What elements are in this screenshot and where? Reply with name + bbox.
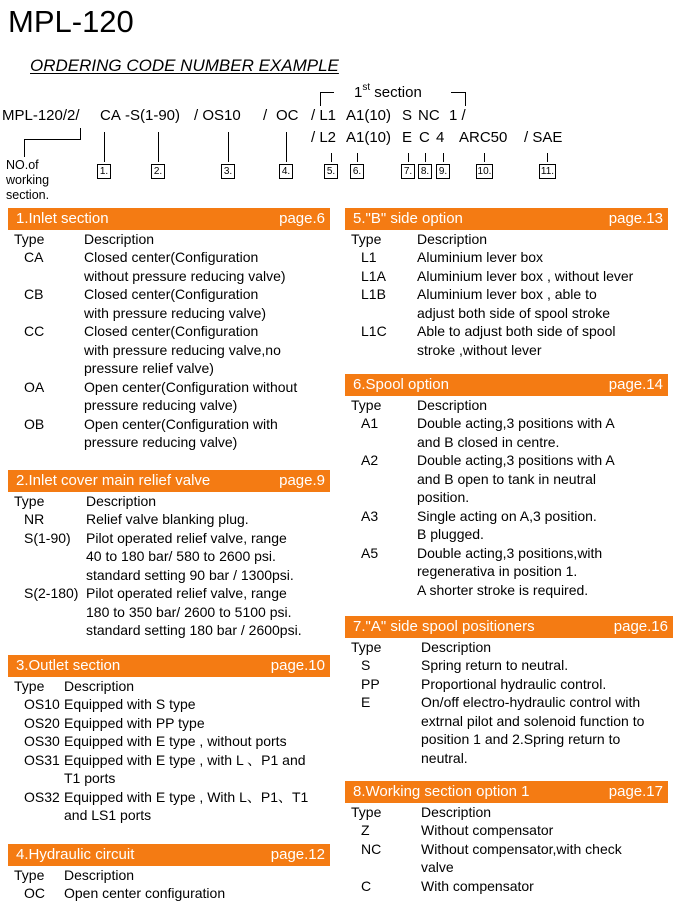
option-description-line: neutral.: [421, 749, 468, 766]
section-2: [8, 470, 330, 640]
option-row: [14, 378, 330, 415]
option-description-line: Double acting,3 positions with A: [417, 452, 615, 468]
page-subtitle: ORDERING CODE NUMBER EXAMPLE: [30, 56, 339, 75]
code-part: CA: [100, 107, 121, 124]
type-column-header: Type: [351, 231, 382, 247]
option-row: [351, 267, 668, 286]
section-5: [345, 208, 668, 359]
option-type-code: OA: [24, 378, 45, 395]
option-type-code: L1A: [361, 267, 386, 284]
option-type-code: OC: [24, 885, 45, 901]
section-header: [8, 470, 330, 492]
option-row: [351, 675, 673, 694]
option-description-line: position 1 and 2.Spring return to: [421, 731, 621, 747]
option-type-code: OS30: [24, 733, 60, 749]
callout-10: 10.: [477, 166, 492, 177]
option-row: [14, 285, 330, 322]
section-page-ref: page.6: [279, 210, 325, 227]
option-description-line: With compensator: [421, 877, 534, 894]
code-part: 1 /: [449, 107, 466, 124]
option-description-line: Equipped with E type , without ports: [64, 733, 287, 749]
type-column-header: Type: [14, 231, 45, 247]
section-page-ref: page.14: [608, 376, 663, 393]
option-description-line: position.: [417, 489, 470, 505]
section-header: [345, 616, 673, 638]
option-description-line: Closed center(Configuration: [84, 323, 259, 339]
option-type-code: Z: [361, 822, 370, 838]
option-description-line: On/off electro-hydraulic control with: [421, 694, 641, 710]
option-description-line: Double acting,3 positions,with: [417, 544, 603, 561]
option-description-line: pressure reducing valve): [84, 397, 238, 413]
description-column-header: Description: [417, 397, 488, 413]
callout-4: 4.: [279, 164, 293, 179]
option-row: [351, 821, 668, 840]
section-title: 5."B" side option: [353, 210, 463, 227]
callout-2: 2.: [151, 164, 165, 179]
option-row: [14, 584, 330, 640]
option-description-line: Closed center(Configuration: [84, 286, 259, 302]
type-column-header: Type: [14, 867, 45, 883]
code-part: NC: [418, 107, 440, 124]
option-description-line: Double acting,3 positions with A: [417, 415, 615, 431]
type-column-header: Type: [351, 804, 382, 820]
option-description-line: without pressure reducing valve): [84, 267, 286, 284]
option-type-code: OS31: [24, 751, 60, 768]
option-description-line: standard setting 90 bar / 1300psi.: [86, 566, 294, 583]
option-description-line: Aluminium lever box , able to: [417, 286, 597, 302]
callout-6: 6.: [350, 164, 364, 179]
section-title: 7."A" side spool positioners: [353, 618, 535, 635]
section-title: 4.Hydraulic circuit: [16, 846, 135, 863]
type-column-header: Type: [351, 639, 382, 655]
option-description-line: Without compensator: [421, 822, 554, 838]
option-row: [351, 656, 673, 675]
option-description-line: valve: [421, 859, 454, 875]
option-type-code: OS32: [24, 788, 60, 805]
option-row: [351, 507, 668, 544]
option-row: [14, 714, 330, 733]
option-description-line: B plugged.: [417, 526, 484, 542]
option-type-code: OS20: [24, 714, 60, 731]
description-column-header: Description: [421, 804, 492, 820]
option-description-line: standard setting 180 bar / 2600psi.: [86, 622, 302, 638]
section-title: 2.Inlet cover main relief valve: [16, 472, 211, 489]
description-column-header: Description: [84, 231, 155, 247]
option-type-code: S(1-90): [24, 529, 71, 546]
option-description-line: adjust both side of spool stroke: [417, 304, 611, 321]
callout-9: 9.: [436, 164, 450, 179]
code-part: MPL-120/2/: [2, 107, 80, 124]
code-part: A1(10): [346, 107, 392, 124]
section-header: [345, 374, 668, 396]
option-description-line: Spring return to neutral.: [421, 657, 569, 673]
option-type-code: A2: [361, 452, 379, 468]
option-row: [14, 529, 330, 585]
option-description-line: stroke ,without lever: [417, 341, 542, 358]
option-type-code: E: [361, 694, 371, 710]
option-description-line: pressure relief valve): [84, 360, 214, 376]
code-part: C: [419, 129, 430, 146]
option-row: [351, 414, 668, 451]
code-part: / L1: [311, 107, 337, 124]
option-row: [14, 510, 330, 529]
option-row: [14, 415, 330, 452]
option-description-line: extrnal pilot and solenoid function to: [421, 712, 645, 729]
option-description-line: A shorter stroke is required.: [417, 581, 589, 598]
option-row: [14, 695, 330, 714]
option-description-line: Single acting on A,3 position.: [417, 507, 597, 524]
section-3: [8, 655, 330, 825]
option-description-line: Relief valve blanking plug.: [86, 511, 249, 527]
section-4: [8, 844, 330, 903]
option-description-line: 180 to 350 bar/ 2600 to 5100 psi.: [86, 603, 292, 620]
description-column-header: Description: [421, 639, 492, 655]
code-part: / SAE: [524, 129, 563, 146]
section-page-ref: page.9: [279, 472, 325, 489]
option-description-line: 40 to 180 bar/ 580 to 2600 psi.: [86, 548, 276, 564]
option-description-line: T1 ports: [64, 770, 116, 786]
option-description-line: and B open to tank in neutral: [417, 470, 597, 487]
section-header: [345, 781, 668, 803]
code-part: A1(10): [346, 129, 392, 146]
option-type-code: PP: [361, 675, 380, 692]
option-row: [14, 751, 330, 788]
section-page-ref: page.16: [613, 618, 668, 635]
first-section-label: 1st section: [354, 82, 422, 101]
option-row: [351, 322, 668, 359]
option-type-code: CC: [24, 323, 45, 339]
section-header: [8, 844, 330, 866]
option-type-code: S: [361, 657, 371, 673]
option-description-line: Closed center(Configuration: [84, 249, 259, 265]
option-type-code: L1B: [361, 286, 386, 302]
option-description-line: Able to adjust both side of spool: [417, 323, 616, 339]
code-part: E: [402, 129, 413, 146]
option-row: [14, 248, 330, 285]
option-description-line: pressure reducing valve): [84, 434, 238, 450]
option-description-line: Pilot operated relief valve, range: [86, 529, 287, 546]
option-type-code: OB: [24, 415, 45, 432]
option-description-line: Open center configuration: [64, 885, 226, 901]
option-description-line: with pressure reducing valve): [84, 304, 267, 321]
option-type-code: CA: [24, 249, 44, 265]
option-row: [351, 285, 668, 322]
option-description-line: and LS1 ports: [64, 807, 152, 823]
code-part: / OS10: [194, 107, 241, 124]
option-type-code: CB: [24, 286, 44, 302]
section-page-ref: page.10: [270, 657, 325, 674]
option-row: [14, 884, 330, 903]
option-description-line: Equipped with PP type: [64, 714, 205, 731]
option-type-code: C: [361, 877, 372, 894]
callout-3: 3.: [221, 164, 235, 179]
option-description-line: and B closed in centre.: [417, 433, 560, 450]
section-title: 8.Working section option 1: [353, 783, 530, 800]
option-description-line: Proportional hydraulic control.: [421, 675, 607, 692]
option-description-line: with pressure reducing valve,no: [84, 341, 281, 358]
option-description-line: Aluminium lever box: [417, 249, 544, 265]
callout-5: 5.: [324, 164, 338, 179]
option-row: [351, 840, 668, 877]
code-part: -S(1-90): [125, 107, 181, 124]
description-column-header: Description: [64, 678, 135, 694]
callout-11: 11.: [540, 166, 555, 177]
code-part: / L2: [311, 129, 337, 146]
callout-8: 8.: [418, 164, 432, 179]
callout-1: 1.: [97, 164, 111, 179]
option-type-code: L1: [361, 249, 377, 265]
option-row: [14, 322, 330, 378]
section-page-ref: page.13: [608, 210, 663, 227]
callout-7: 7.: [401, 164, 415, 179]
option-type-code: L1C: [361, 323, 387, 339]
section-header: [8, 208, 330, 230]
option-row: [351, 451, 668, 507]
option-type-code: A1: [361, 415, 379, 431]
section-8: [345, 781, 668, 895]
option-row: [351, 248, 668, 267]
code-part: 4: [436, 129, 445, 146]
option-row: [14, 732, 330, 751]
section-page-ref: page.17: [608, 783, 663, 800]
section-title: 6.Spool option: [353, 376, 449, 393]
section-1: [8, 208, 330, 452]
option-row: [351, 693, 673, 767]
type-column-header: Type: [14, 493, 45, 509]
code-part: ARC50: [459, 129, 508, 146]
option-type-code: NR: [24, 511, 45, 527]
type-column-header: Type: [351, 397, 382, 413]
option-description-line: Aluminium lever box , without lever: [417, 267, 634, 284]
option-type-code: S(2-180): [24, 585, 79, 601]
section-title: 3.Outlet section: [16, 657, 121, 674]
option-row: [14, 788, 330, 825]
option-description-line: Equipped with E type , with L 、P1 and: [64, 751, 306, 768]
code-part: /: [263, 107, 268, 124]
description-column-header: Description: [86, 493, 157, 509]
option-row: [351, 877, 668, 896]
option-description-line: Equipped with S type: [64, 696, 196, 712]
option-description-line: Equipped with E type , With L、P1、T1: [64, 788, 309, 805]
option-row: [351, 544, 668, 600]
option-description-line: Without compensator,with check: [421, 840, 622, 857]
section-7: [345, 616, 673, 767]
type-column-header: Type: [14, 678, 45, 694]
description-column-header: Description: [64, 867, 135, 883]
option-description-line: Pilot operated relief valve, range: [86, 585, 287, 601]
section-title: 1.Inlet section: [16, 210, 109, 227]
option-type-code: NC: [361, 840, 382, 857]
working-sections-note: NO.of working section.: [6, 158, 50, 202]
description-column-header: Description: [417, 231, 488, 247]
option-description-line: Open center(Configuration without: [84, 378, 298, 395]
option-type-code: A5: [361, 544, 379, 561]
option-type-code: OS10: [24, 696, 60, 712]
page-title: MPL-120: [8, 4, 134, 39]
section-6: [345, 374, 668, 599]
option-description-line: Open center(Configuration with: [84, 415, 278, 432]
code-part: S: [402, 107, 413, 124]
section-page-ref: page.12: [270, 846, 325, 863]
section-header: [345, 208, 668, 230]
section-header: [8, 655, 330, 677]
code-part: OC: [276, 107, 299, 124]
option-description-line: regenerativa in position 1.: [417, 563, 578, 579]
option-type-code: A3: [361, 507, 379, 524]
